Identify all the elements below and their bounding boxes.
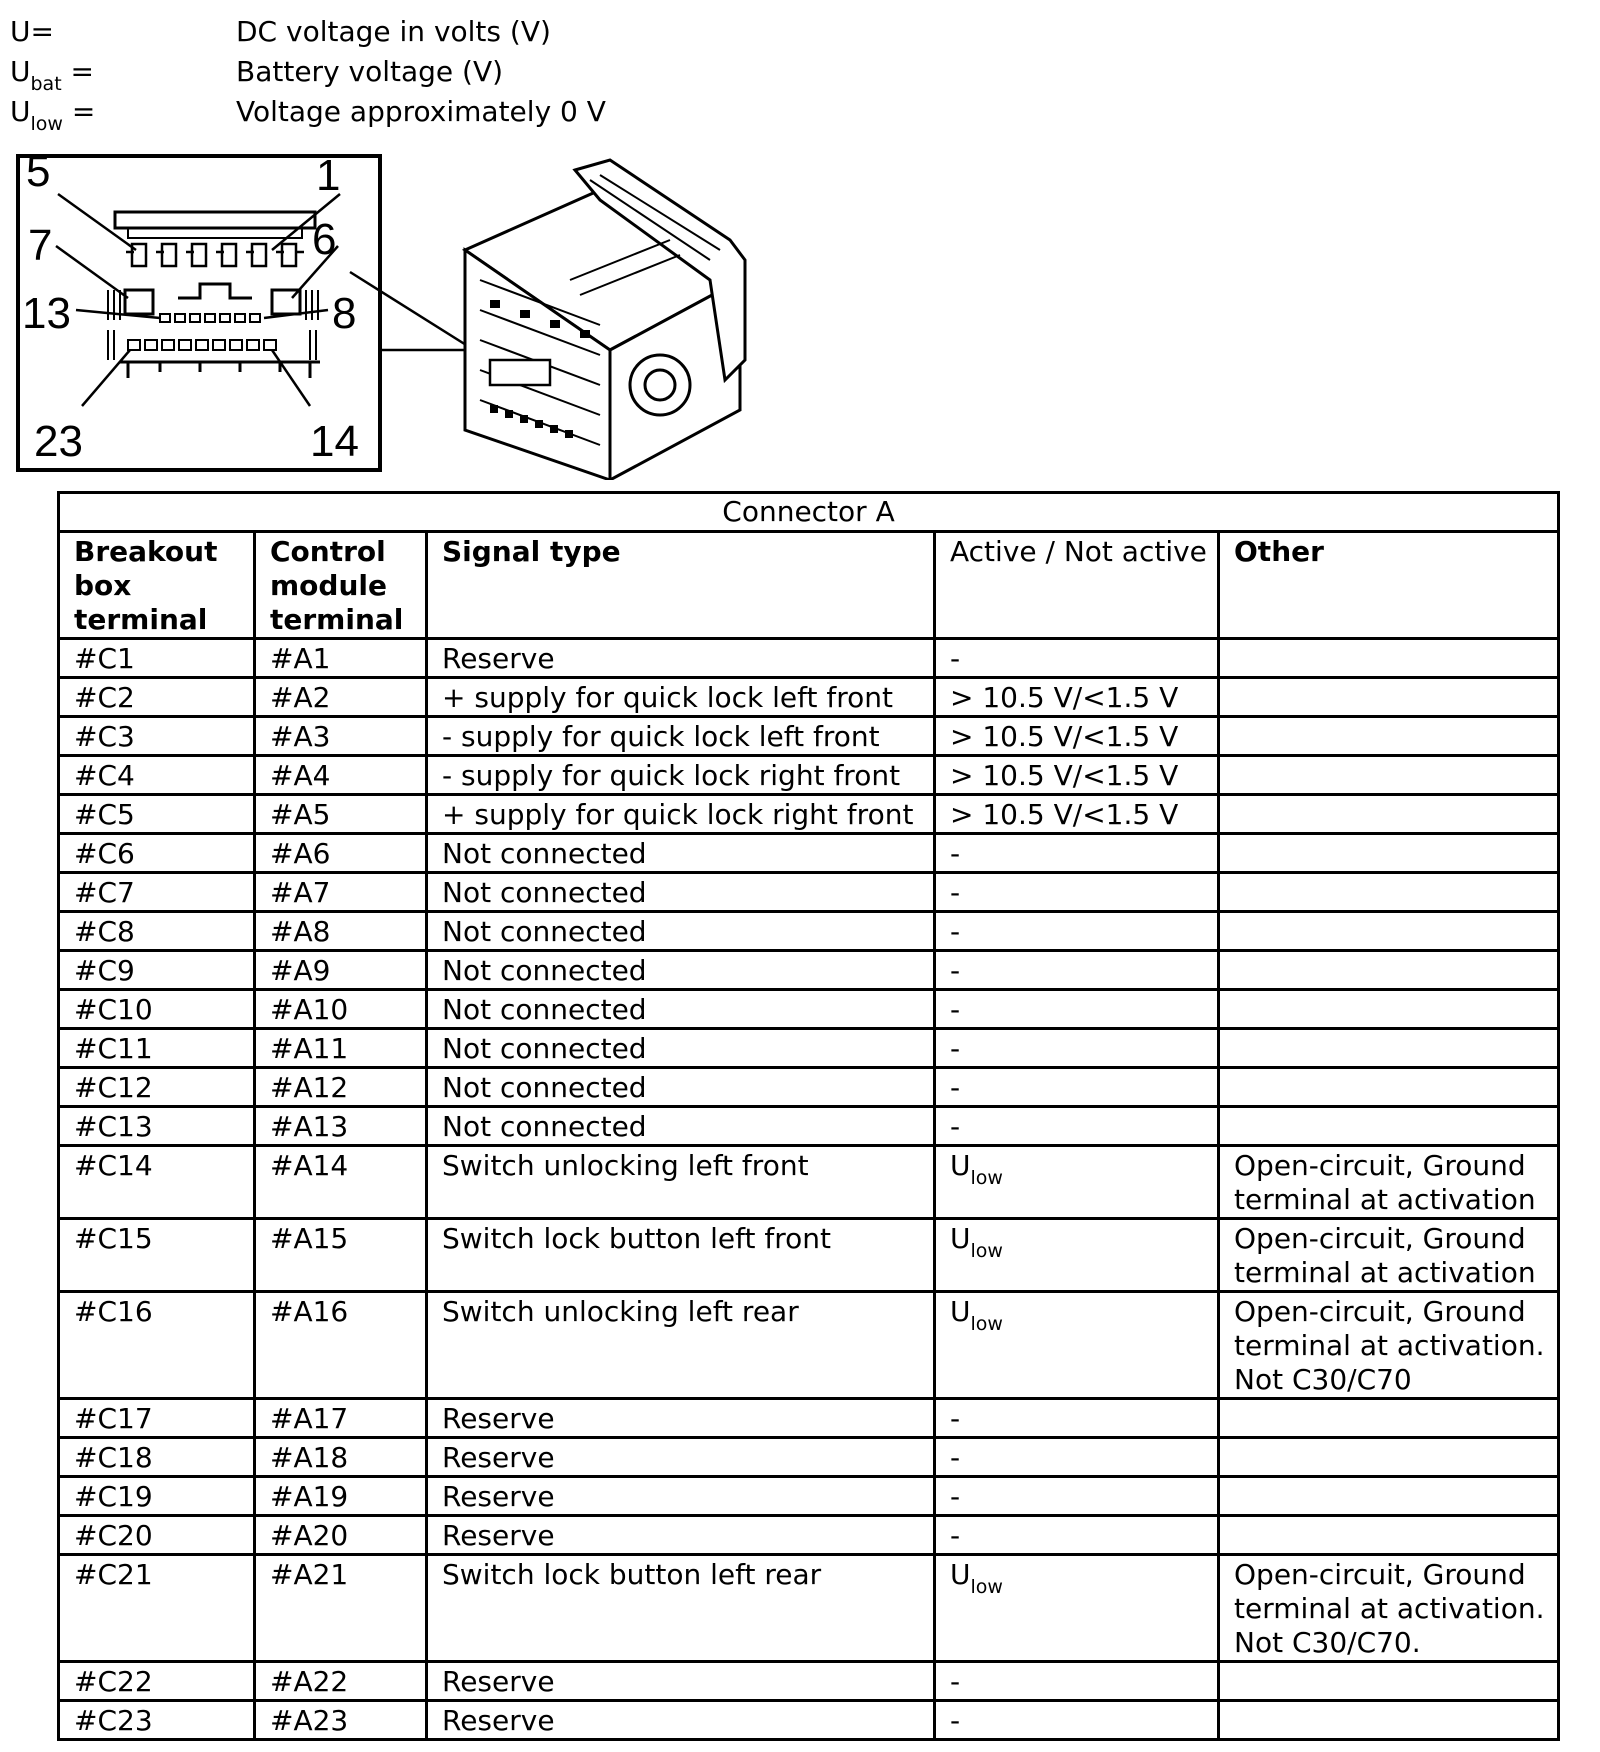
cell-breakout-terminal-text: #C16 [74, 1295, 153, 1328]
cell-breakout-terminal [59, 795, 255, 834]
cell-signal-type-text: Reserve [442, 1480, 555, 1513]
cell-active-state [935, 1438, 1219, 1477]
cell-breakout-terminal-text: #C2 [74, 681, 135, 714]
cell-control-terminal [255, 678, 427, 717]
table-row [59, 795, 1559, 834]
header-signal-type: Signal type [427, 532, 935, 639]
cell-control-terminal-text: #A18 [270, 1441, 349, 1474]
cell-control-terminal-text: #A1 [270, 642, 331, 675]
cell-active-state-text: U [950, 1222, 971, 1255]
table-caption-row [59, 493, 1559, 532]
cell-active-state [935, 1516, 1219, 1555]
cell-active-state [935, 795, 1219, 834]
cell-other [1219, 795, 1559, 834]
cell-breakout-terminal-text: #C13 [74, 1110, 153, 1143]
cell-signal-type [427, 795, 935, 834]
cell-active-state [935, 1399, 1219, 1438]
cell-control-terminal [255, 990, 427, 1029]
cell-active-state [935, 756, 1219, 795]
cell-breakout-terminal-text: #C6 [74, 837, 135, 870]
cell-active-state [935, 1068, 1219, 1107]
cell-signal-type [427, 1029, 935, 1068]
cell-control-terminal [255, 639, 427, 678]
cell-active-state [935, 873, 1219, 912]
table-row [59, 1146, 1559, 1219]
table-row [59, 1219, 1559, 1292]
cell-other [1219, 951, 1559, 990]
cell-active-state-text: - [950, 1032, 961, 1065]
cell-active-state [935, 912, 1219, 951]
cell-signal-type [427, 1662, 935, 1701]
cell-active-state [935, 1477, 1219, 1516]
cell-control-terminal-text: #A3 [270, 720, 331, 753]
cell-signal-type-text: Reserve [442, 1441, 555, 1474]
pin-label-1: 1 [316, 151, 341, 200]
cell-other [1219, 873, 1559, 912]
cell-active-state-text: - [950, 1441, 961, 1474]
cell-active-state [935, 1662, 1219, 1701]
cell-active-state-text: > 10.5 V/<1.5 V [950, 720, 1179, 753]
cell-signal-type-text: Switch unlocking left rear [442, 1295, 799, 1328]
header-other: Other [1219, 532, 1559, 639]
cell-breakout-terminal [59, 912, 255, 951]
cell-signal-type-text: Reserve [442, 1519, 555, 1552]
cell-signal-type [427, 717, 935, 756]
header-breakout-box-terminal: Breakout box terminal [59, 532, 255, 639]
cell-breakout-terminal [59, 1477, 255, 1516]
cell-active-state [935, 1029, 1219, 1068]
cell-signal-type-text: Not connected [442, 1032, 647, 1065]
cell-breakout-terminal-text: #C15 [74, 1222, 153, 1255]
cell-control-terminal-text: #A11 [270, 1032, 349, 1065]
cell-breakout-terminal-text: #C1 [74, 642, 135, 675]
cell-other [1219, 1292, 1559, 1399]
table-row [59, 1399, 1559, 1438]
cell-control-terminal [255, 1555, 427, 1662]
cell-other [1219, 1399, 1559, 1438]
cell-breakout-terminal [59, 1107, 255, 1146]
cell-breakout-terminal [59, 1662, 255, 1701]
cell-other [1219, 990, 1559, 1029]
cell-signal-type-text: Not connected [442, 837, 647, 870]
pin-label-23: 23 [34, 417, 83, 466]
cell-signal-type-text: - supply for quick lock right front [442, 759, 901, 792]
cell-control-terminal-text: #A10 [270, 993, 349, 1026]
cell-breakout-terminal [59, 639, 255, 678]
cell-breakout-terminal-text: #C7 [74, 876, 135, 909]
cell-control-terminal [255, 1701, 427, 1740]
cell-signal-type-text: Switch lock button left front [442, 1222, 832, 1255]
pin-label-7: 7 [28, 221, 53, 270]
cell-active-state-text: - [950, 837, 961, 870]
cell-active-state [935, 834, 1219, 873]
cell-control-terminal-text: #A23 [270, 1704, 349, 1737]
cell-control-terminal [255, 1516, 427, 1555]
cell-active-state [935, 1292, 1219, 1399]
table-row [59, 1701, 1559, 1740]
cell-other-text: Open-circuit, Ground terminal at activation. Not C30/C70. [1234, 1558, 1545, 1659]
cell-active-state [935, 951, 1219, 990]
legend-row-u [10, 14, 910, 54]
cell-active-state [935, 717, 1219, 756]
cell-signal-type [427, 639, 935, 678]
cell-breakout-terminal-text: #C19 [74, 1480, 153, 1513]
cell-control-terminal [255, 834, 427, 873]
cell-breakout-terminal [59, 1701, 255, 1740]
legend-description: Voltage approximately 0 V [236, 95, 606, 128]
cell-breakout-terminal [59, 834, 255, 873]
cell-other [1219, 1107, 1559, 1146]
cell-breakout-terminal-text: #C12 [74, 1071, 153, 1104]
cell-signal-type [427, 1516, 935, 1555]
legend-description: DC voltage in volts (V) [236, 15, 551, 48]
cell-active-state-text: - [950, 1704, 961, 1737]
cell-signal-type-text: Not connected [442, 876, 647, 909]
cell-active-state [935, 1555, 1219, 1662]
cell-control-terminal [255, 795, 427, 834]
cell-breakout-terminal [59, 1555, 255, 1662]
ulow-subscript: low [970, 1576, 1003, 1598]
cell-breakout-terminal-text: #C18 [74, 1441, 153, 1474]
cell-active-state-text: > 10.5 V/<1.5 V [950, 798, 1179, 831]
header-active-not-active: Active / Not active [935, 532, 1219, 639]
cell-breakout-terminal [59, 1399, 255, 1438]
cell-control-terminal-text: #A4 [270, 759, 331, 792]
cell-breakout-terminal [59, 1068, 255, 1107]
ulow-subscript: low [970, 1313, 1003, 1335]
cell-breakout-terminal-text: #C11 [74, 1032, 153, 1065]
cell-control-terminal [255, 717, 427, 756]
cell-control-terminal [255, 1662, 427, 1701]
cell-signal-type [427, 1399, 935, 1438]
table-row [59, 1555, 1559, 1662]
table-row [59, 1438, 1559, 1477]
cell-control-terminal [255, 1219, 427, 1292]
cell-breakout-terminal-text: #C8 [74, 915, 135, 948]
cell-active-state-text: - [950, 915, 961, 948]
cell-breakout-terminal-text: #C14 [74, 1149, 153, 1182]
cell-control-terminal-text: #A14 [270, 1149, 349, 1182]
table-row [59, 873, 1559, 912]
cell-active-state-text: - [950, 1519, 961, 1552]
cell-breakout-terminal-text: #C23 [74, 1704, 153, 1737]
legend-symbol: $U_{low}$ = [10, 95, 96, 135]
cell-signal-type [427, 1068, 935, 1107]
table-row [59, 1516, 1559, 1555]
cell-control-terminal-text: #A16 [270, 1295, 349, 1328]
cell-control-terminal [255, 1068, 427, 1107]
cell-signal-type [427, 1477, 935, 1516]
table-row [59, 1068, 1559, 1107]
connector-a-table [57, 491, 1560, 1741]
cell-control-terminal-text: #A7 [270, 876, 331, 909]
table-row [59, 717, 1559, 756]
cell-control-terminal-text: #A22 [270, 1665, 349, 1698]
cell-signal-type-text: Reserve [442, 1704, 555, 1737]
cell-signal-type-text: Reserve [442, 642, 555, 675]
legend-row-ubat [10, 54, 910, 94]
cell-control-terminal [255, 873, 427, 912]
legend-symbol: $U_{bat}$ = [10, 55, 95, 95]
cell-other [1219, 1029, 1559, 1068]
cell-control-terminal-text: #A20 [270, 1519, 349, 1552]
cell-signal-type [427, 873, 935, 912]
legend-row-ulow [10, 94, 910, 134]
connector-3d-view [465, 160, 745, 480]
pin-number-labels [22, 150, 359, 466]
pin-label-8: 8 [332, 289, 357, 338]
header-control-module-terminal: Control module terminal [255, 532, 427, 639]
cell-active-state-text: - [950, 954, 961, 987]
cell-other [1219, 1146, 1559, 1219]
cell-active-state-text: > 10.5 V/<1.5 V [950, 681, 1179, 714]
table-row [59, 951, 1559, 990]
cell-signal-type-text: Not connected [442, 1071, 647, 1104]
cell-control-terminal-text: #A12 [270, 1071, 349, 1104]
cell-control-terminal [255, 1107, 427, 1146]
pin-label-13: 13 [22, 289, 71, 338]
cell-control-terminal-text: #A6 [270, 837, 331, 870]
cell-active-state-text: - [950, 1665, 961, 1698]
table-row [59, 1292, 1559, 1399]
cell-other [1219, 756, 1559, 795]
table-row [59, 834, 1559, 873]
table-row [59, 912, 1559, 951]
cell-breakout-terminal-text: #C20 [74, 1519, 153, 1552]
ulow-subscript: low [970, 1240, 1003, 1262]
cell-other [1219, 834, 1559, 873]
cell-signal-type [427, 1438, 935, 1477]
table-caption: Connector A [59, 493, 1559, 532]
cell-signal-type [427, 1107, 935, 1146]
cell-signal-type [427, 834, 935, 873]
cell-control-terminal [255, 1292, 427, 1399]
connector-diagram [10, 150, 750, 480]
cell-control-terminal-text: #A21 [270, 1558, 349, 1591]
cell-active-state [935, 1107, 1219, 1146]
cell-other [1219, 639, 1559, 678]
cell-signal-type [427, 1292, 935, 1399]
cell-other [1219, 1555, 1559, 1662]
cell-control-terminal [255, 1477, 427, 1516]
cell-breakout-terminal [59, 1292, 255, 1399]
cell-breakout-terminal-text: #C22 [74, 1665, 153, 1698]
cell-active-state-text: U [950, 1295, 971, 1328]
cell-other-text: Open-circuit, Ground terminal at activation. Not C30/C70 [1234, 1295, 1545, 1396]
cell-breakout-terminal-text: #C5 [74, 798, 135, 831]
legend-description: Battery voltage (V) [236, 55, 504, 88]
cell-signal-type-text: Reserve [442, 1665, 555, 1698]
cell-breakout-terminal [59, 1146, 255, 1219]
cell-other [1219, 678, 1559, 717]
cell-signal-type-text: Not connected [442, 954, 647, 987]
cell-active-state-text: - [950, 642, 961, 675]
cell-other [1219, 1701, 1559, 1740]
cell-signal-type [427, 951, 935, 990]
cell-breakout-terminal-text: #C9 [74, 954, 135, 987]
ulow-subscript: low [970, 1167, 1003, 1189]
cell-breakout-terminal [59, 678, 255, 717]
table-row [59, 678, 1559, 717]
cell-signal-type-text: Not connected [442, 993, 647, 1026]
table-row [59, 990, 1559, 1029]
cell-control-terminal-text: #A5 [270, 798, 331, 831]
cell-other [1219, 1477, 1559, 1516]
table-row [59, 756, 1559, 795]
cell-active-state [935, 1701, 1219, 1740]
cell-breakout-terminal [59, 1438, 255, 1477]
cell-control-terminal-text: #A17 [270, 1402, 349, 1435]
cell-breakout-terminal-text: #C21 [74, 1558, 153, 1591]
cell-signal-type [427, 1146, 935, 1219]
table-row [59, 1477, 1559, 1516]
pin-label-6: 6 [312, 215, 337, 264]
cell-active-state [935, 1146, 1219, 1219]
table-row [59, 1029, 1559, 1068]
cell-breakout-terminal [59, 951, 255, 990]
cell-active-state-text: - [950, 993, 961, 1026]
cell-active-state [935, 990, 1219, 1029]
cell-breakout-terminal-text: #C17 [74, 1402, 153, 1435]
cell-breakout-terminal [59, 717, 255, 756]
cell-breakout-terminal [59, 1029, 255, 1068]
cell-breakout-terminal [59, 1516, 255, 1555]
cell-active-state-text: - [950, 1110, 961, 1143]
connector-face-view [18, 156, 490, 470]
cell-breakout-terminal [59, 873, 255, 912]
cell-active-state-text: - [950, 1402, 961, 1435]
cell-breakout-terminal [59, 756, 255, 795]
cell-signal-type-text: - supply for quick lock left front [442, 720, 880, 753]
cell-control-terminal-text: #A9 [270, 954, 331, 987]
cell-other [1219, 1068, 1559, 1107]
cell-signal-type [427, 678, 935, 717]
cell-signal-type-text: Switch lock button left rear [442, 1558, 822, 1591]
cell-other [1219, 1516, 1559, 1555]
table-row [59, 639, 1559, 678]
cell-signal-type-text: Not connected [442, 915, 647, 948]
cell-control-terminal-text: #A15 [270, 1222, 349, 1255]
cell-active-state-text: - [950, 1480, 961, 1513]
cell-active-state [935, 639, 1219, 678]
cell-active-state-text: - [950, 876, 961, 909]
cell-signal-type [427, 1555, 935, 1662]
table-row [59, 1662, 1559, 1701]
cell-breakout-terminal-text: #C10 [74, 993, 153, 1026]
cell-signal-type-text: Reserve [442, 1402, 555, 1435]
cell-active-state [935, 1219, 1219, 1292]
table-row [59, 1107, 1559, 1146]
cell-control-terminal-text: #A2 [270, 681, 331, 714]
cell-signal-type [427, 990, 935, 1029]
cell-other-text: Open-circuit, Ground terminal at activation [1234, 1149, 1536, 1216]
cell-other [1219, 1662, 1559, 1701]
voltage-legend [10, 14, 910, 134]
cell-breakout-terminal [59, 1219, 255, 1292]
cell-breakout-terminal-text: #C4 [74, 759, 135, 792]
cell-control-terminal [255, 951, 427, 990]
cell-active-state [935, 678, 1219, 717]
cell-control-terminal-text: #A13 [270, 1110, 349, 1143]
pin-label-14: 14 [310, 417, 359, 466]
cell-other [1219, 717, 1559, 756]
cell-signal-type [427, 1701, 935, 1740]
cell-breakout-terminal-text: #C3 [74, 720, 135, 753]
cell-signal-type-text: Not connected [442, 1110, 647, 1143]
cell-other [1219, 912, 1559, 951]
cell-breakout-terminal [59, 990, 255, 1029]
cell-active-state-text: U [950, 1149, 971, 1182]
cell-active-state-text: > 10.5 V/<1.5 V [950, 759, 1179, 792]
cell-signal-type [427, 1219, 935, 1292]
cell-signal-type [427, 756, 935, 795]
cell-control-terminal-text: #A8 [270, 915, 331, 948]
cell-control-terminal [255, 1399, 427, 1438]
cell-active-state-text: U [950, 1558, 971, 1591]
cell-control-terminal [255, 756, 427, 795]
cell-other [1219, 1438, 1559, 1477]
cell-signal-type-text: + supply for quick lock left front [442, 681, 893, 714]
cell-control-terminal [255, 1438, 427, 1477]
legend-symbol: U= [10, 15, 54, 48]
cell-control-terminal-text: #A19 [270, 1480, 349, 1513]
cell-other-text: Open-circuit, Ground terminal at activation [1234, 1222, 1536, 1289]
table-body [59, 639, 1559, 1740]
pin-label-5: 5 [26, 150, 51, 196]
cell-control-terminal [255, 1029, 427, 1068]
cell-active-state-text: - [950, 1071, 961, 1104]
cell-control-terminal [255, 1146, 427, 1219]
cell-signal-type [427, 912, 935, 951]
cell-signal-type-text: Switch unlocking left front [442, 1149, 809, 1182]
table-header-row [59, 532, 1559, 639]
cell-other [1219, 1219, 1559, 1292]
cell-signal-type-text: + supply for quick lock right front [442, 798, 914, 831]
cell-control-terminal [255, 912, 427, 951]
